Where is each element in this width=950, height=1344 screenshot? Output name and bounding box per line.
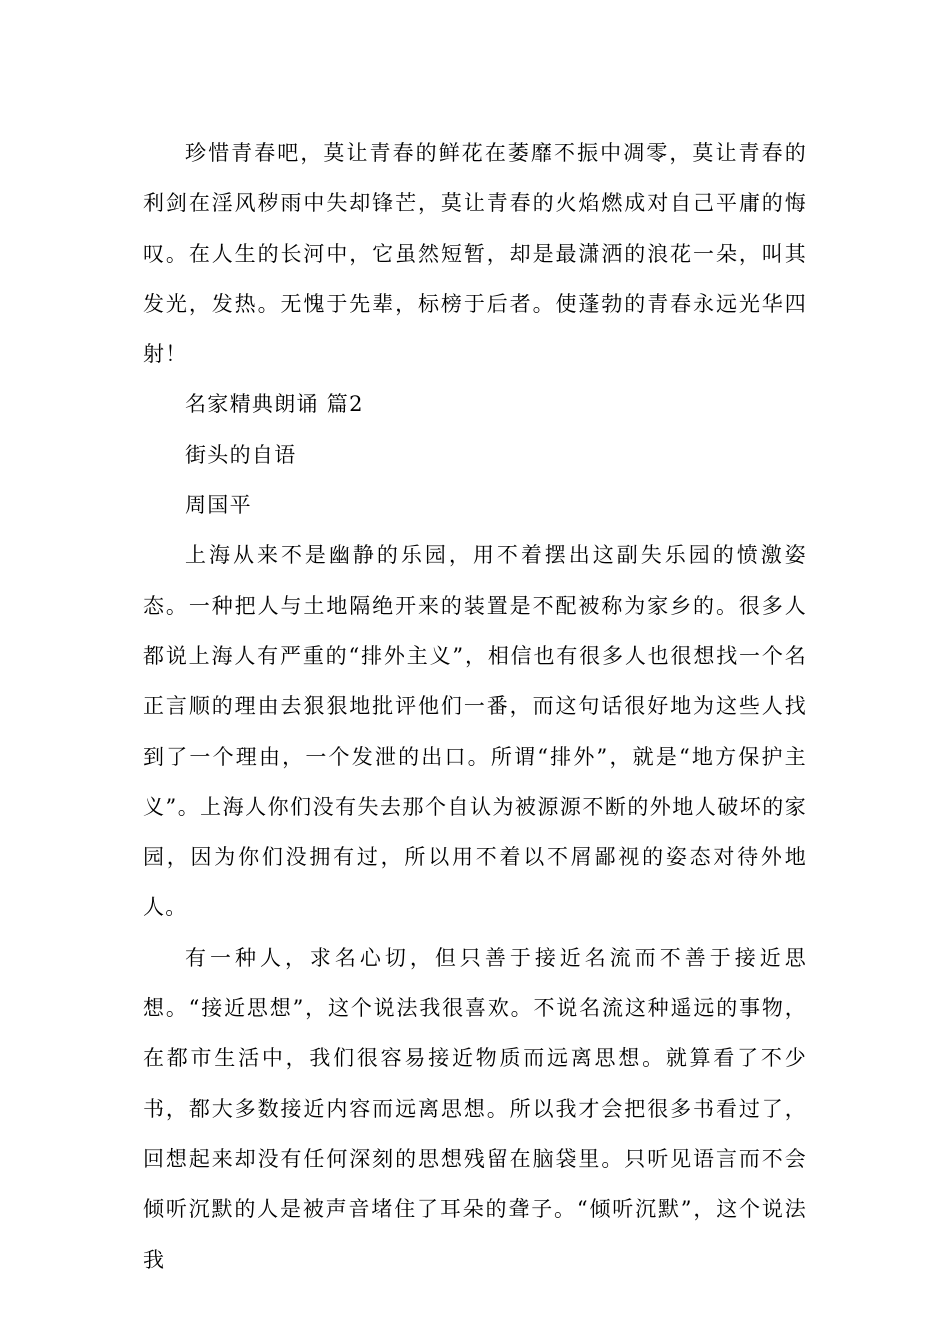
paragraph-1: 珍惜青春吧，莫让青春的鲜花在萎靡不振中凋零，莫让青春的利剑在淫风秽雨中失却锋芒，莫让青春的火焰燃成对自己平庸的悔叹。在人生的长河中，它虽然短暂，却是最潇洒的浪花一朵，叫其发光，发热。无愧于先辈，标榜于后者。使蓬勃的青春永远光华四射！ [143,141,807,367]
document-body [143,128,807,1285]
section-title: 名家精典朗诵 篇2 [185,392,364,417]
paragraph-2: 上海从来不是幽静的乐园，用不着摆出这副失乐园的愤激姿态。一种把人与土地隔绝开来的装置是不配被称为家乡的。很多人都说上海人有严重的“排外主义”，相信也有很多人也很想找一个名正言顺的理由去狠狠地批评他们一番，而这句话很好地为这些人找到了一个理由，一个发泄的出口。所谓“排外”，就是“地方保护主义”。上海人你们没有失去那个自认为被源源不断的外地人破坏的家园，因为你们没拥有过，所以用不着以不屑鄙视的姿态对待外地人。 [143,543,807,920]
article-title: 街头的自语 [185,442,297,467]
paragraph-3: 有一种人，求名心切，但只善于接近名流而不善于接近思想。“接近思想”，这个说法我很喜欢。不说名流这种遥远的事物，在都市生活中，我们很容易接近物质而远离思想。就算看了不少书，都大多数接近内容而远离思想。所以我才会把很多书看过了，回想起来却没有任何深刻的思想残留在脑袋里。只听见语言而不会倾听沉默的人是被声音堵住了耳朵的聋子。“倾听沉默”，这个说法我 [143,945,807,1272]
author-name: 周国平 [185,493,252,518]
